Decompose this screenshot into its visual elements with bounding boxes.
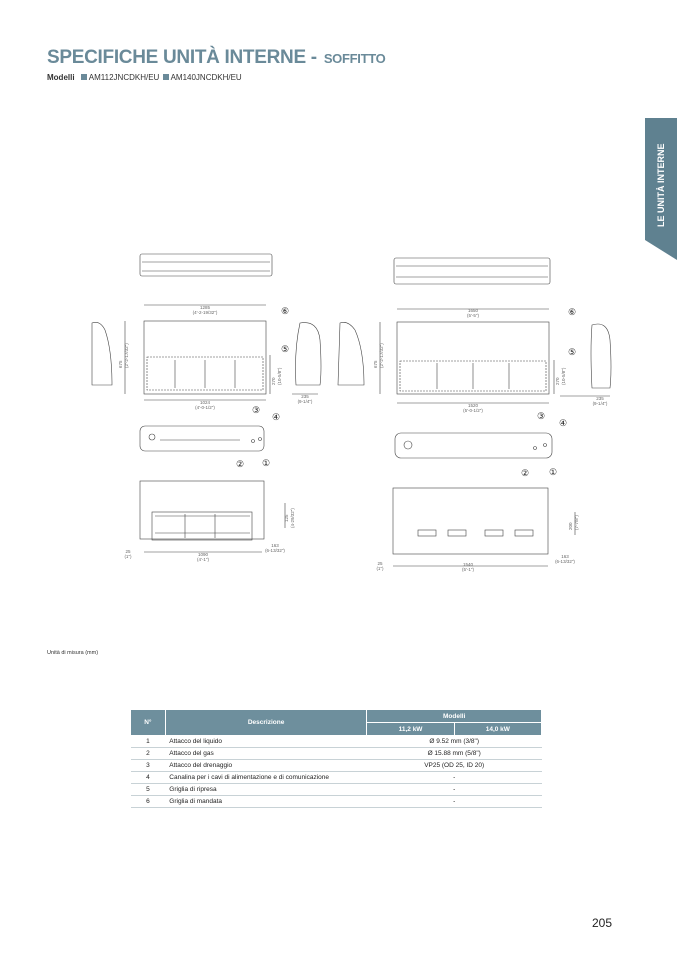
dim-label: 25: [377, 561, 383, 566]
cell-value: -: [367, 796, 542, 808]
dimension-labels: [124, 305, 607, 572]
dim-label: (4'-1"): [197, 557, 209, 562]
dim-label: (10-5/8"): [277, 367, 282, 385]
dim-label: (9-1/4"): [297, 399, 313, 404]
marker-6: ⑥: [280, 306, 290, 316]
dim-label: 270: [271, 377, 276, 385]
dim-label: 1285: [199, 305, 211, 310]
marker-4: ④: [558, 418, 568, 428]
cell-num: 6: [131, 796, 166, 808]
right-unit-bottom-view: [395, 433, 552, 458]
dim-label: (4'-0-1/2"): [195, 405, 215, 410]
cell-num: 5: [131, 784, 166, 796]
dim-label: 25: [125, 549, 131, 554]
dim-label: 200: [568, 522, 573, 530]
dim-label: (5'-5"): [467, 313, 479, 318]
dim-label: (4-29/32"): [290, 508, 295, 528]
dim-label: (9-1/4"): [592, 401, 608, 406]
left-unit-top-view: [140, 254, 272, 276]
right-unit-ceiling-plan: [393, 488, 575, 566]
dim-label: 675: [373, 360, 378, 368]
cell-value: VP25 (OD 25, ID 20): [367, 760, 542, 772]
marker-2: ②: [520, 468, 530, 478]
dim-label: 163: [561, 554, 569, 559]
dim-label: 235: [301, 394, 309, 399]
models-line: [47, 73, 242, 82]
table-row: [131, 748, 542, 760]
page-number: 205: [592, 916, 613, 930]
cell-num: 4: [131, 772, 166, 784]
square-bullet-icon: [163, 74, 169, 80]
cell-num: 3: [131, 760, 166, 772]
dim-label: 1540: [462, 562, 474, 567]
marker-2: ②: [235, 459, 245, 469]
dim-label: (5'-1"): [462, 567, 474, 572]
marker-1: ①: [261, 458, 271, 468]
units-note: Unità di misura (mm): [47, 650, 99, 656]
left-unit-bottom-view: [140, 426, 264, 451]
dim-label: (1"): [124, 554, 132, 559]
cell-desc: Attacco del gas: [165, 748, 367, 760]
table-row: [131, 784, 542, 796]
dim-label: (4'-2-19/32"): [192, 310, 218, 315]
marker-5: ⑤: [567, 347, 577, 357]
dim-label: (6-13/32"): [555, 559, 575, 564]
left-unit-ceiling-plan: [140, 481, 285, 552]
connections-table: [130, 709, 542, 808]
cell-desc: Griglia di ripresa: [165, 784, 367, 796]
technical-drawing: [0, 240, 677, 580]
dim-label: (1"): [376, 566, 384, 571]
table-row: [131, 736, 542, 748]
dim-label: 163: [271, 543, 279, 548]
col-header-models: Modelli: [367, 710, 542, 723]
cell-desc: Attacco del drenaggio: [165, 760, 367, 772]
dim-label: (2'-2-17/32"): [124, 343, 129, 368]
model-1: AM112JNCDKH/EU: [88, 73, 160, 82]
dim-label: 1650: [467, 308, 479, 313]
page-title: [47, 47, 385, 69]
table-row: [131, 760, 542, 772]
right-unit-top-view: [394, 258, 550, 284]
dim-label: (6-13/32"): [265, 548, 285, 553]
dim-label: (7-7/8"): [574, 515, 579, 530]
marker-5: ⑤: [280, 344, 290, 354]
col-header-11kw: 11,2 kW: [367, 723, 454, 736]
model-2: AM140JNCDKH/EU: [170, 73, 242, 82]
callout-markers: [236, 306, 576, 478]
cell-desc: Attacco del liquido: [165, 736, 367, 748]
dim-label: (2'-2-17/32"): [379, 343, 384, 368]
vertical-dimension-labels: [118, 343, 579, 530]
dim-label: 125: [284, 514, 289, 522]
marker-3: ③: [536, 411, 546, 421]
dim-label: (5'-0-1/2"): [463, 408, 483, 413]
title-sub: SOFFITTO: [323, 51, 386, 66]
cell-value: Ø 15.88 mm (5/8"): [367, 748, 542, 760]
square-bullet-icon: [81, 74, 87, 80]
cell-value: Ø 9.52 mm (3/8"): [367, 736, 542, 748]
dim-label: 1090: [197, 552, 209, 557]
models-label: Modelli: [47, 73, 75, 82]
col-header-desc: Descrizione: [165, 710, 367, 736]
dim-label: 1520: [467, 403, 479, 408]
col-header-num: N°: [131, 710, 166, 736]
cell-num: 1: [131, 736, 166, 748]
dim-label: 1024: [199, 400, 211, 405]
cell-desc: Griglia di mandata: [165, 796, 367, 808]
left-unit-front-view: [125, 305, 318, 400]
cell-num: 2: [131, 748, 166, 760]
table-row: [131, 796, 542, 808]
marker-1: ①: [548, 467, 558, 477]
cell-value: -: [367, 784, 542, 796]
dim-label: 235: [596, 396, 604, 401]
dim-label: (10-5/8"): [561, 367, 566, 385]
marker-6: ⑥: [567, 307, 577, 317]
cell-value: -: [367, 772, 542, 784]
marker-3: ③: [251, 405, 261, 415]
cell-desc: Canalina per i cavi di alimentazione e di comunicazione: [165, 772, 367, 784]
side-tab-label: LE UNITÀ INTERNE: [656, 143, 666, 227]
col-header-14kw: 14,0 kW: [454, 723, 541, 736]
title-main: SPECIFICHE UNITÀ INTERNE -: [47, 47, 317, 68]
marker-4: ④: [271, 412, 281, 422]
table-row: [131, 772, 542, 784]
dim-label: 675: [118, 360, 123, 368]
dim-label: 270: [555, 377, 560, 385]
